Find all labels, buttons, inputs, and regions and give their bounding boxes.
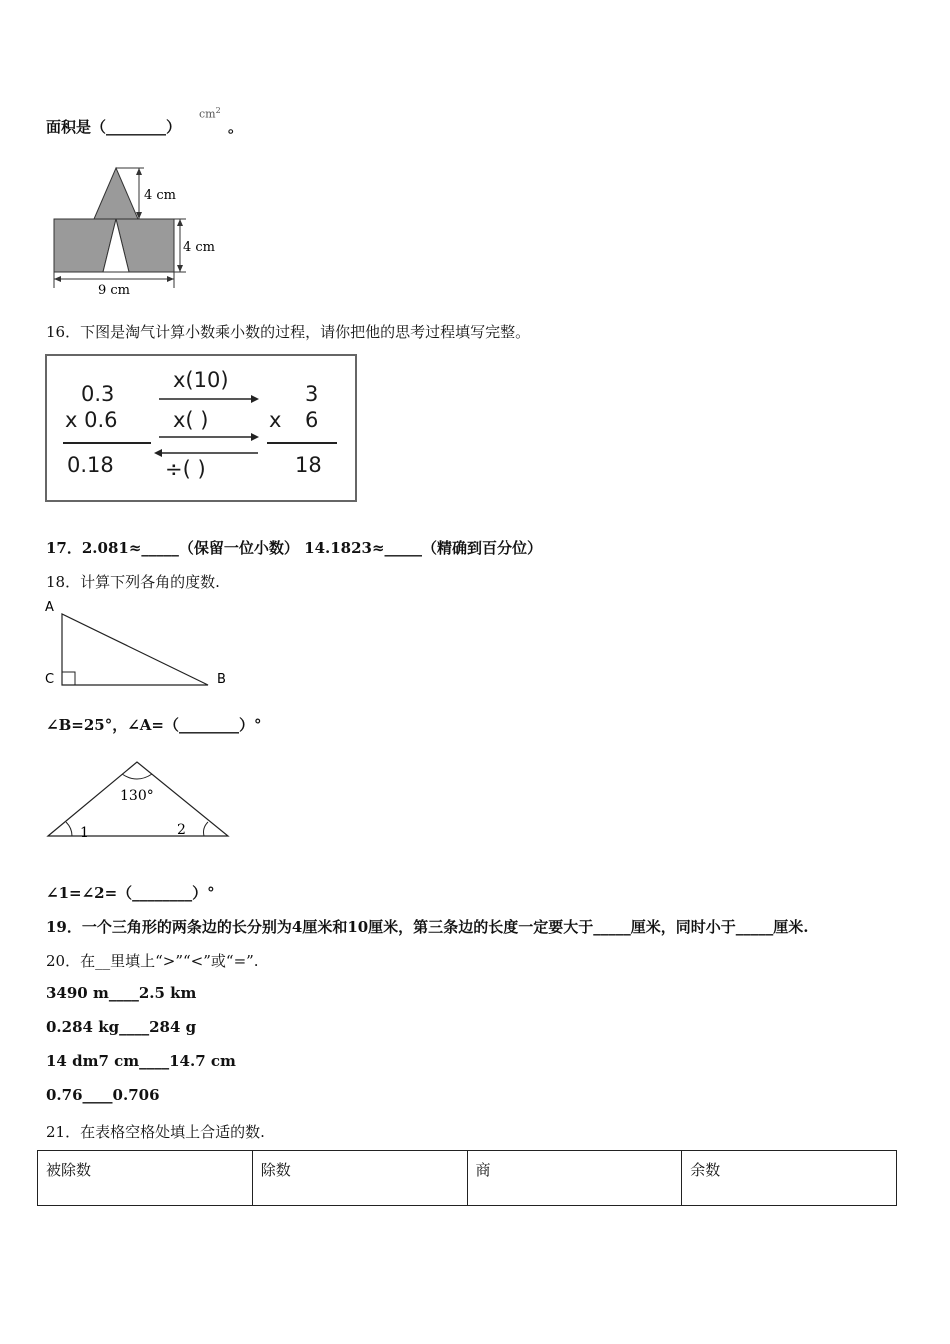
q19-text: 19．一个三角形的两条边的长分别为4厘米和10厘米，第三条边的长度一定要大于_____厘米，同时小于_____厘米. <box>46 918 809 936</box>
q20-item: 0.284 kg____284 g <box>46 1018 197 1036</box>
label-right-height: 4 cm <box>183 240 216 255</box>
box-left-rule <box>63 442 151 444</box>
angle1-label: 1 <box>80 825 89 841</box>
box-right-bottom: 18 <box>295 453 322 477</box>
box-left-top: 0.3 <box>81 382 115 406</box>
angle1-arc <box>66 822 72 836</box>
area-figure <box>44 162 224 298</box>
apex-arc <box>122 774 152 779</box>
box-right-top: 3 <box>305 382 319 406</box>
arrow3-label: ÷( ) <box>165 457 206 481</box>
angle2-arc <box>204 822 209 836</box>
q21-text: 21．在表格空格处填上合适的数. <box>46 1123 265 1141</box>
right-triangle-figure <box>40 596 240 692</box>
arrow2-label: x( ) <box>173 408 209 432</box>
right-triangle <box>62 614 208 685</box>
obtuse-triangle-figure <box>40 756 240 842</box>
division-table <box>37 1150 897 1206</box>
angle2-label: 2 <box>177 822 186 838</box>
q18-text: 18．计算下列各角的度数. <box>46 573 220 591</box>
shape-top-triangle <box>94 168 138 219</box>
box-right-x: x <box>269 408 282 432</box>
q18-answer2: ∠1=∠2=（________）° <box>46 884 215 902</box>
q16-text: 16．下图是淘气计算小数乘小数的过程，请你把他的思考过程填写完整。 <box>46 323 531 341</box>
q16-process-box <box>45 354 357 502</box>
q20-item: 0.76____0.706 <box>46 1086 160 1104</box>
box-right-mid: 6 <box>305 408 319 432</box>
area-answer-line: 面积是（________） <box>46 118 182 136</box>
label-top-height: 4 cm <box>144 188 177 203</box>
q20-item: 3490 m____2.5 km <box>46 984 197 1002</box>
box-right-rule <box>267 442 337 444</box>
table-header-quotient: 商 <box>467 1151 682 1206</box>
q17-text: 17．2.081≈_____（保留一位小数） 14.1823≈_____（精确到百分位） <box>46 539 543 557</box>
box-left-mid: x 0.6 <box>65 408 118 432</box>
vertex-b: B <box>217 672 226 687</box>
vertex-a: A <box>45 600 54 615</box>
area-unit <box>199 106 221 121</box>
box-left-bottom: 0.18 <box>67 453 114 477</box>
arrow1-label: x(10) <box>173 368 229 392</box>
apex-angle-label: 130° <box>120 788 154 804</box>
area-line-end: 。 <box>228 118 244 136</box>
table-header-remainder: 余数 <box>682 1151 897 1206</box>
q18-answer1: ∠B=25°，∠A=（________）° <box>46 716 262 734</box>
label-width: 9 cm <box>98 283 131 298</box>
area-unit-base: cm <box>199 107 216 121</box>
table-header-dividend: 被除数 <box>38 1151 253 1206</box>
table-header-divisor: 除数 <box>252 1151 467 1206</box>
q20-text: 20．在__里填上“>”“<”或“=”. <box>46 952 259 970</box>
table-row <box>38 1151 897 1206</box>
right-angle-mark <box>62 672 75 685</box>
vertex-c: C <box>45 672 55 687</box>
area-unit-power: 2 <box>215 106 221 115</box>
arrow1 <box>159 394 261 404</box>
q20-item: 14 dm7 cm____14.7 cm <box>46 1052 236 1070</box>
arrow2 <box>159 432 261 442</box>
